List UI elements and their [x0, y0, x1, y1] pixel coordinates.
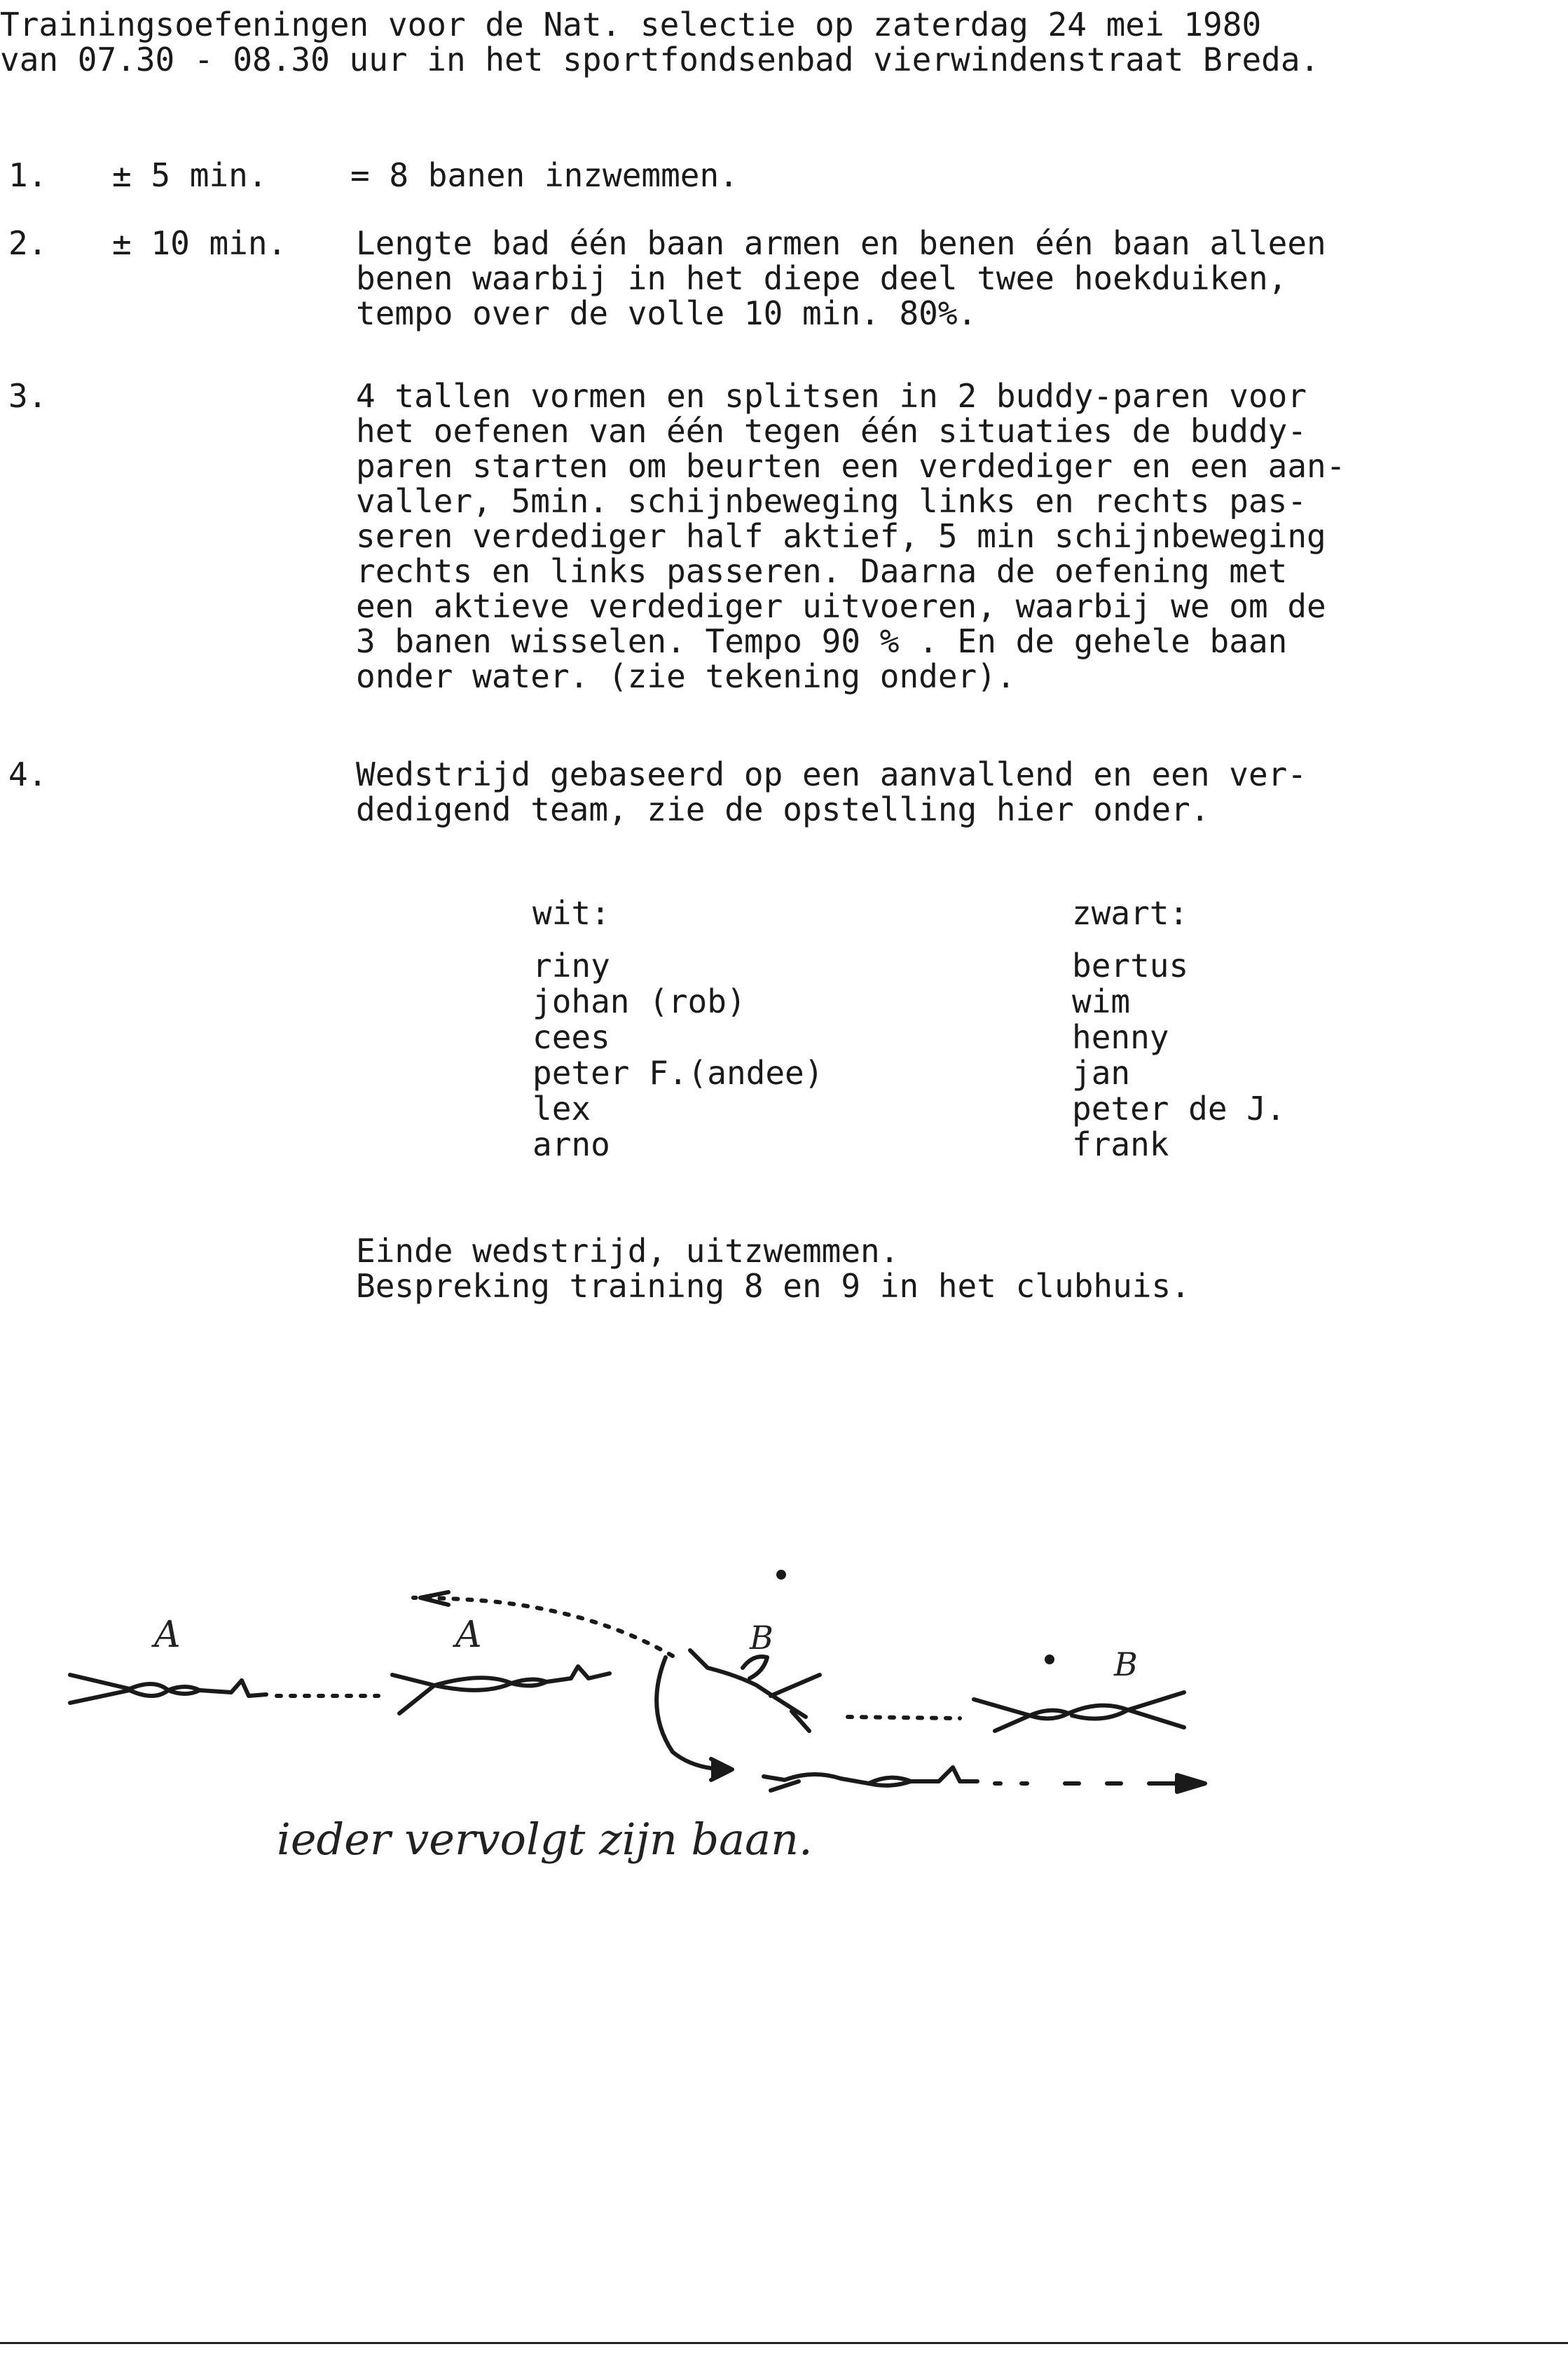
diver-c-fin — [771, 1781, 799, 1790]
item-3-line-7: een aktieve verdediger uitvoeren, waarbij we om de — [356, 587, 1326, 625]
item-2-number: 2. — [8, 224, 48, 262]
diver-b2-head — [1030, 1711, 1068, 1719]
final-arrowhead — [1177, 1775, 1205, 1792]
diver-a2-head — [511, 1679, 546, 1685]
team-black-player: frank — [1072, 1125, 1169, 1163]
curved-down-arrow — [656, 1657, 729, 1769]
item-3-line-1: 4 tallen vormen en splitsen in 2 buddy-paren voor — [356, 377, 1307, 415]
item-1-duration: ± 5 min. — [112, 156, 268, 194]
team-white-heading: wit: — [532, 894, 610, 932]
diver-a1-tail — [200, 1680, 242, 1692]
item-3-line-6: rechts en links passeren. Daarna de oefening met — [356, 552, 1288, 590]
item-4-number: 4. — [8, 755, 48, 793]
team-white-player: johan (rob) — [532, 982, 746, 1020]
diver-c-legs — [764, 1774, 869, 1783]
item-4-line-1: Wedstrijd gebaseerd op een aanvallend en een ver- — [356, 755, 1307, 793]
item-4-line-2: dedigend team, zie de opstelling hier onder. — [356, 790, 1210, 828]
header-line-2: van 07.30 - 08.30 uur in het sportfondsenbad vierwindenstraat Breda. — [0, 41, 1320, 78]
team-white-player: lex — [532, 1090, 591, 1128]
closing-line-2: Bespreking training 8 en 9 in het clubhuis. — [356, 1267, 1190, 1305]
team-black-heading: zwart: — [1072, 894, 1189, 932]
diver-a2-body — [434, 1678, 511, 1690]
team-black-player: bertus — [1072, 947, 1189, 985]
curved-arrowhead — [711, 1759, 732, 1780]
item-3-line-3: paren starten om beurten een verdediger en een aan- — [356, 447, 1346, 485]
drawing-caption: ieder vervolgt zijn baan. — [277, 1814, 813, 1865]
page-bottom-rule — [0, 2342, 1568, 2344]
team-black-player: henny — [1072, 1018, 1169, 1056]
closing-line-1: Einde wedstrijd, uitzwemmen. — [356, 1232, 900, 1270]
diver-a1-body — [168, 1687, 200, 1694]
team-white-player: cees — [532, 1018, 610, 1056]
diver-b2-body — [1068, 1706, 1128, 1719]
team-black-player: peter de J. — [1072, 1090, 1286, 1128]
diver-b2-legs — [1128, 1692, 1184, 1727]
item-3-line-9: onder water. (zie tekening onder). — [356, 657, 1016, 695]
item-1-line-1: = 8 banen inzwemmen. — [350, 156, 738, 194]
item-3-number: 3. — [8, 377, 48, 415]
label-b2: B — [1114, 1645, 1138, 1683]
dotted-return-path — [413, 1598, 673, 1656]
item-2-duration: ± 10 min. — [112, 224, 287, 262]
diver-a2-tail — [546, 1666, 610, 1682]
team-black-player: jan — [1072, 1054, 1131, 1092]
item-2-line-1: Lengte bad één baan armen en benen één baan alleen — [356, 224, 1326, 262]
label-a2: A — [455, 1614, 482, 1656]
label-b1: B — [750, 1619, 773, 1657]
diver-b1-arm — [771, 1675, 820, 1696]
item-3-line-4: valler, 5min. schijnbeweging links en rechts pas- — [356, 482, 1307, 520]
label-a1: A — [154, 1614, 181, 1656]
item-2-line-3: tempo over de volle 10 min. 80%. — [356, 294, 977, 332]
item-3-line-2: het oefenen van één tegen één situaties de buddy- — [356, 412, 1307, 450]
team-white-player: arno — [532, 1125, 610, 1163]
dotted-link-2 — [848, 1717, 960, 1718]
header-line-1: Trainingsoefeningen voor de Nat. selectie op zaterdag 24 mei 1980 — [0, 6, 1262, 43]
item-3-line-5: seren verdediger half aktief, 5 min schijnbeweging — [356, 517, 1326, 555]
diver-a1-figure — [70, 1675, 168, 1703]
ink-dot — [778, 1572, 784, 1577]
diver-c-body — [869, 1778, 911, 1786]
diver-c-tail — [911, 1767, 977, 1781]
diver-a2-figure — [392, 1675, 434, 1713]
ink-dot — [1047, 1657, 1052, 1662]
item-2-line-2: benen waarbij in het diepe deel twee hoekduiken, — [356, 259, 1288, 297]
diver-b2-figure — [974, 1699, 1030, 1731]
team-black-player: wim — [1072, 982, 1131, 1020]
item-1-number: 1. — [8, 156, 48, 194]
team-white-player: peter F.(andee) — [532, 1054, 824, 1092]
diver-a1-fin — [242, 1680, 266, 1696]
team-white-player: riny — [532, 947, 610, 985]
item-3-line-8: 3 banen wisselen. Tempo 90 % . En de gehele baan — [356, 622, 1288, 660]
